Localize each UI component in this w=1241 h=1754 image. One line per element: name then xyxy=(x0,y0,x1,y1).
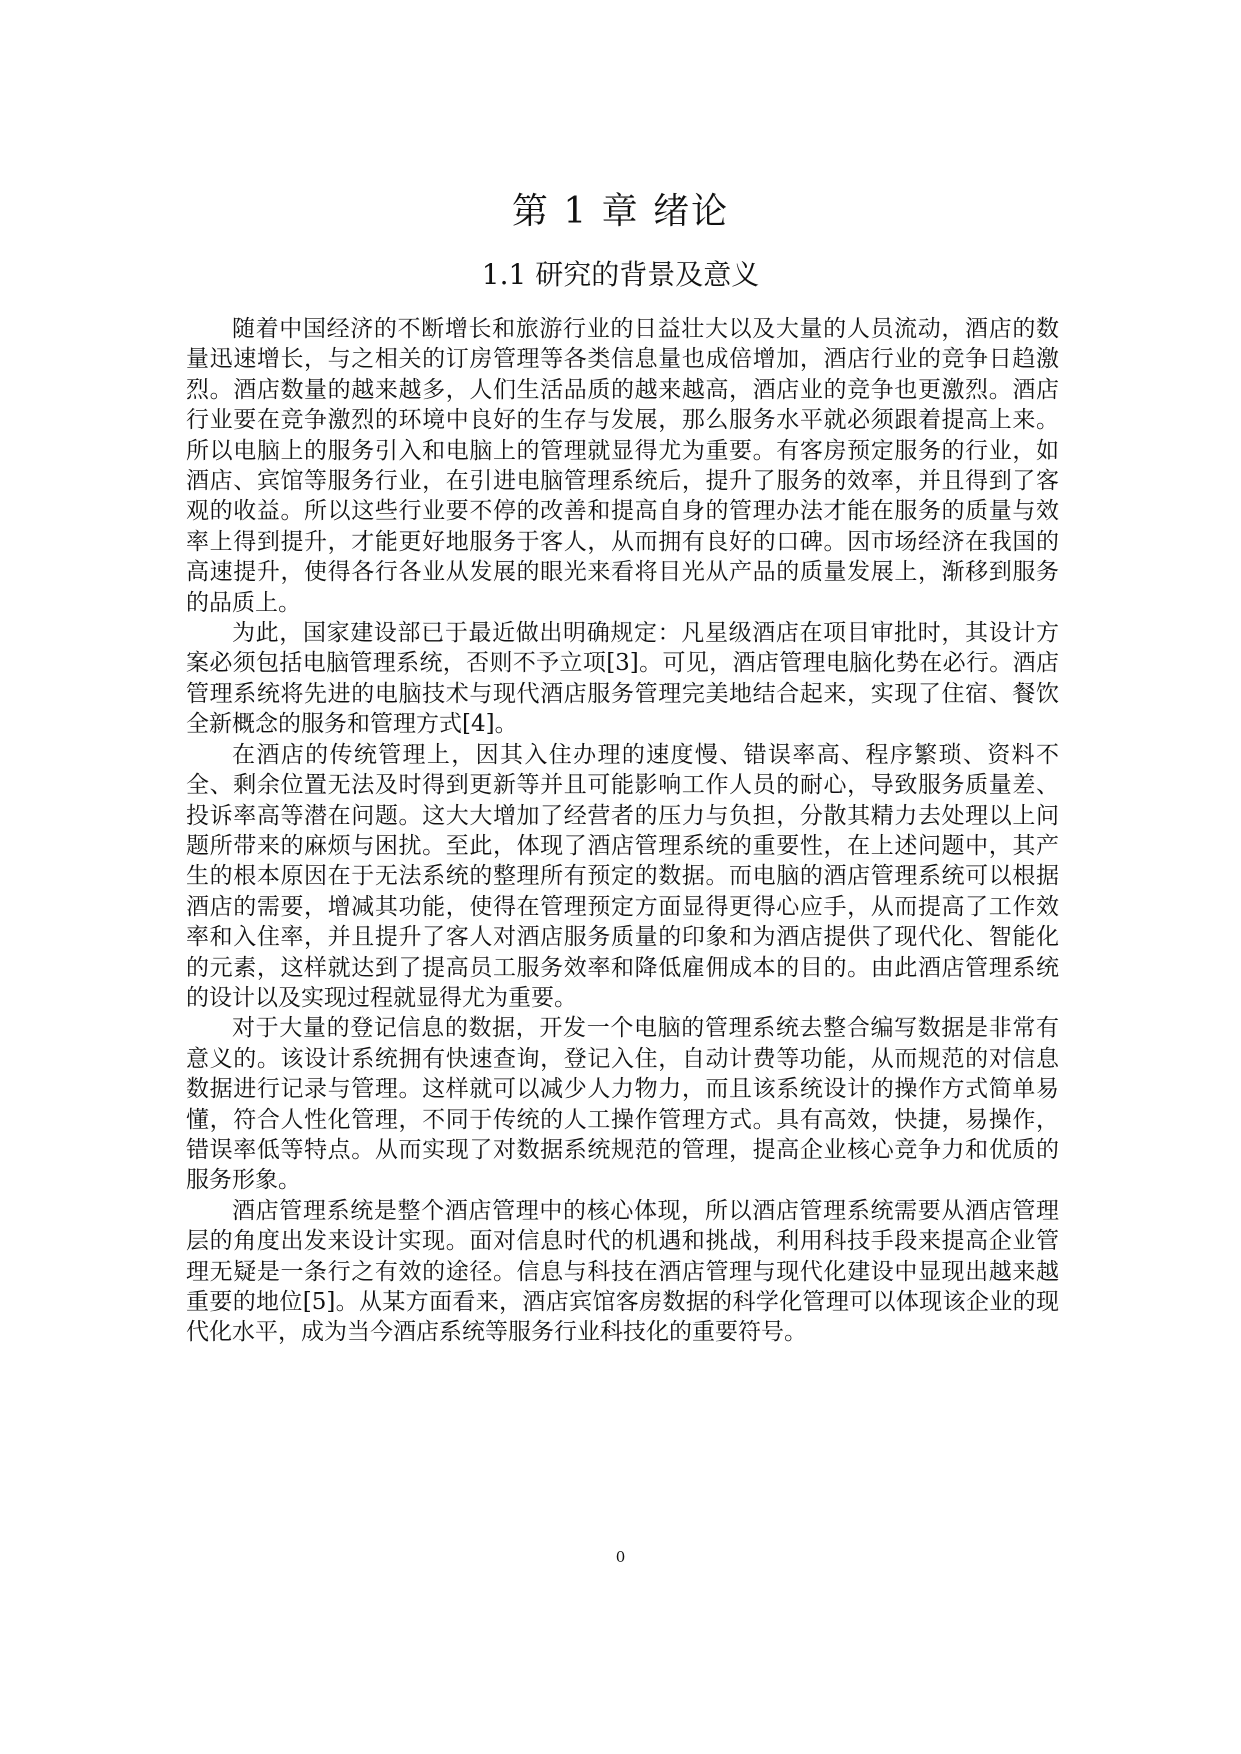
chapter-title: 第 1 章 绪论 xyxy=(511,191,730,232)
paragraph-4: 对于大量的登记信息的数据，开发一个电脑的管理系统去整合编写数据是非常有意义的。该设计系统拥有快速查询，登记入住，自动计费等功能，从而规范的对信息数据进行记录与管理。这样就可以减少人力物力，而且该系统设计的操作方式简单易懂，符合人性化管理，不同于传统的人工操作管理方式。具有高效，快捷，易操作，错误率低等特点。从而实现了对数据系统规范的管理，提高企业核心竞争力和优质的服务形象。 xyxy=(186,1015,1059,1194)
page-number: 0 xyxy=(615,1548,626,1566)
paragraph-5: 酒店管理系统是整个酒店管理中的核心体现，所以酒店管理系统需要从酒店管理层的角度出发来设计实现。面对信息时代的机遇和挑战，利用科技手段来提高企业管理无疑是一条行之有效的途径。信息与科技在酒店管理与现代化建设中显现出越来越重要的地位[5]。从某方面看来，酒店宾馆客房数据的科学化管理可以体现该企业的现代化水平，成为当今酒店系统等服务行业科技化的重要符号。 xyxy=(186,1197,1059,1346)
section-title: 1.1 研究的背景及意义 xyxy=(481,258,760,291)
paragraph-3: 在酒店的传统管理上，因其入住办理的速度慢、错误率高、程序繁琐、资料不全、剩余位置无法及时得到更新等并且可能影响工作人员的耐心，导致服务质量差、投诉率高等潜在问题。这大大增加了经营者的压力与负担，分散其精力去处理以上问题所带来的麻烦与困扰。至此，体现了酒店管理系统的重要性，在上述问题中，其产生的根本原因在于无法系统的整理所有预定的数据。而电脑的酒店管理系统可以根据酒店的需要，增减其功能，使得在管理预定方面显得更得心应手，从而提高了工作效率和入住率，并且提升了客人对酒店服务质量的印象和为酒店提供了现代化、智能化的元素，这样就达到了提高员工服务效率和降低雇佣成本的目的。由此酒店管理系统的设计以及实现过程就显得尤为重要。 xyxy=(186,741,1059,1011)
paragraph-2: 为此，国家建设部已于最近做出明确规定：凡星级酒店在项目审批时，其设计方案必须包括电脑管理系统，否则不予立项[3]。可见，酒店管理电脑化势在必行。酒店管理系统将先进的电脑技术与现代酒店服务管理完美地结合起来，实现了住宿、餐饮全新概念的服务和管理方式[4]。 xyxy=(186,620,1059,738)
body-text xyxy=(186,314,1059,1348)
paragraph-1: 随着中国经济的不断增长和旅游行业的日益壮大以及大量的人员流动，酒店的数量迅速增长，与之相关的订房管理等各类信息量也成倍增加，酒店行业的竞争日趋激烈。酒店数量的越来越多，人们生活品质的越来越高，酒店业的竞争也更激烈。酒店行业要在竞争激烈的环境中良好的生存与发展，那么服务水平就必须跟着提高上来。所以电脑上的服务引入和电脑上的管理就显得尤为重要。有客房预定服务的行业，如酒店、宾馆等服务行业，在引进电脑管理系统后，提升了服务的效率，并且得到了客观的收益。所以这些行业要不停的改善和提高自身的管理办法才能在服务的质量与效率上得到提升，才能更好地服务于客人，从而拥有良好的口碑。因市场经济在我国的高速提升，使得各行各业从发展的眼光来看将目光从产品的质量发展上，渐移到服务的品质上。 xyxy=(186,316,1059,616)
